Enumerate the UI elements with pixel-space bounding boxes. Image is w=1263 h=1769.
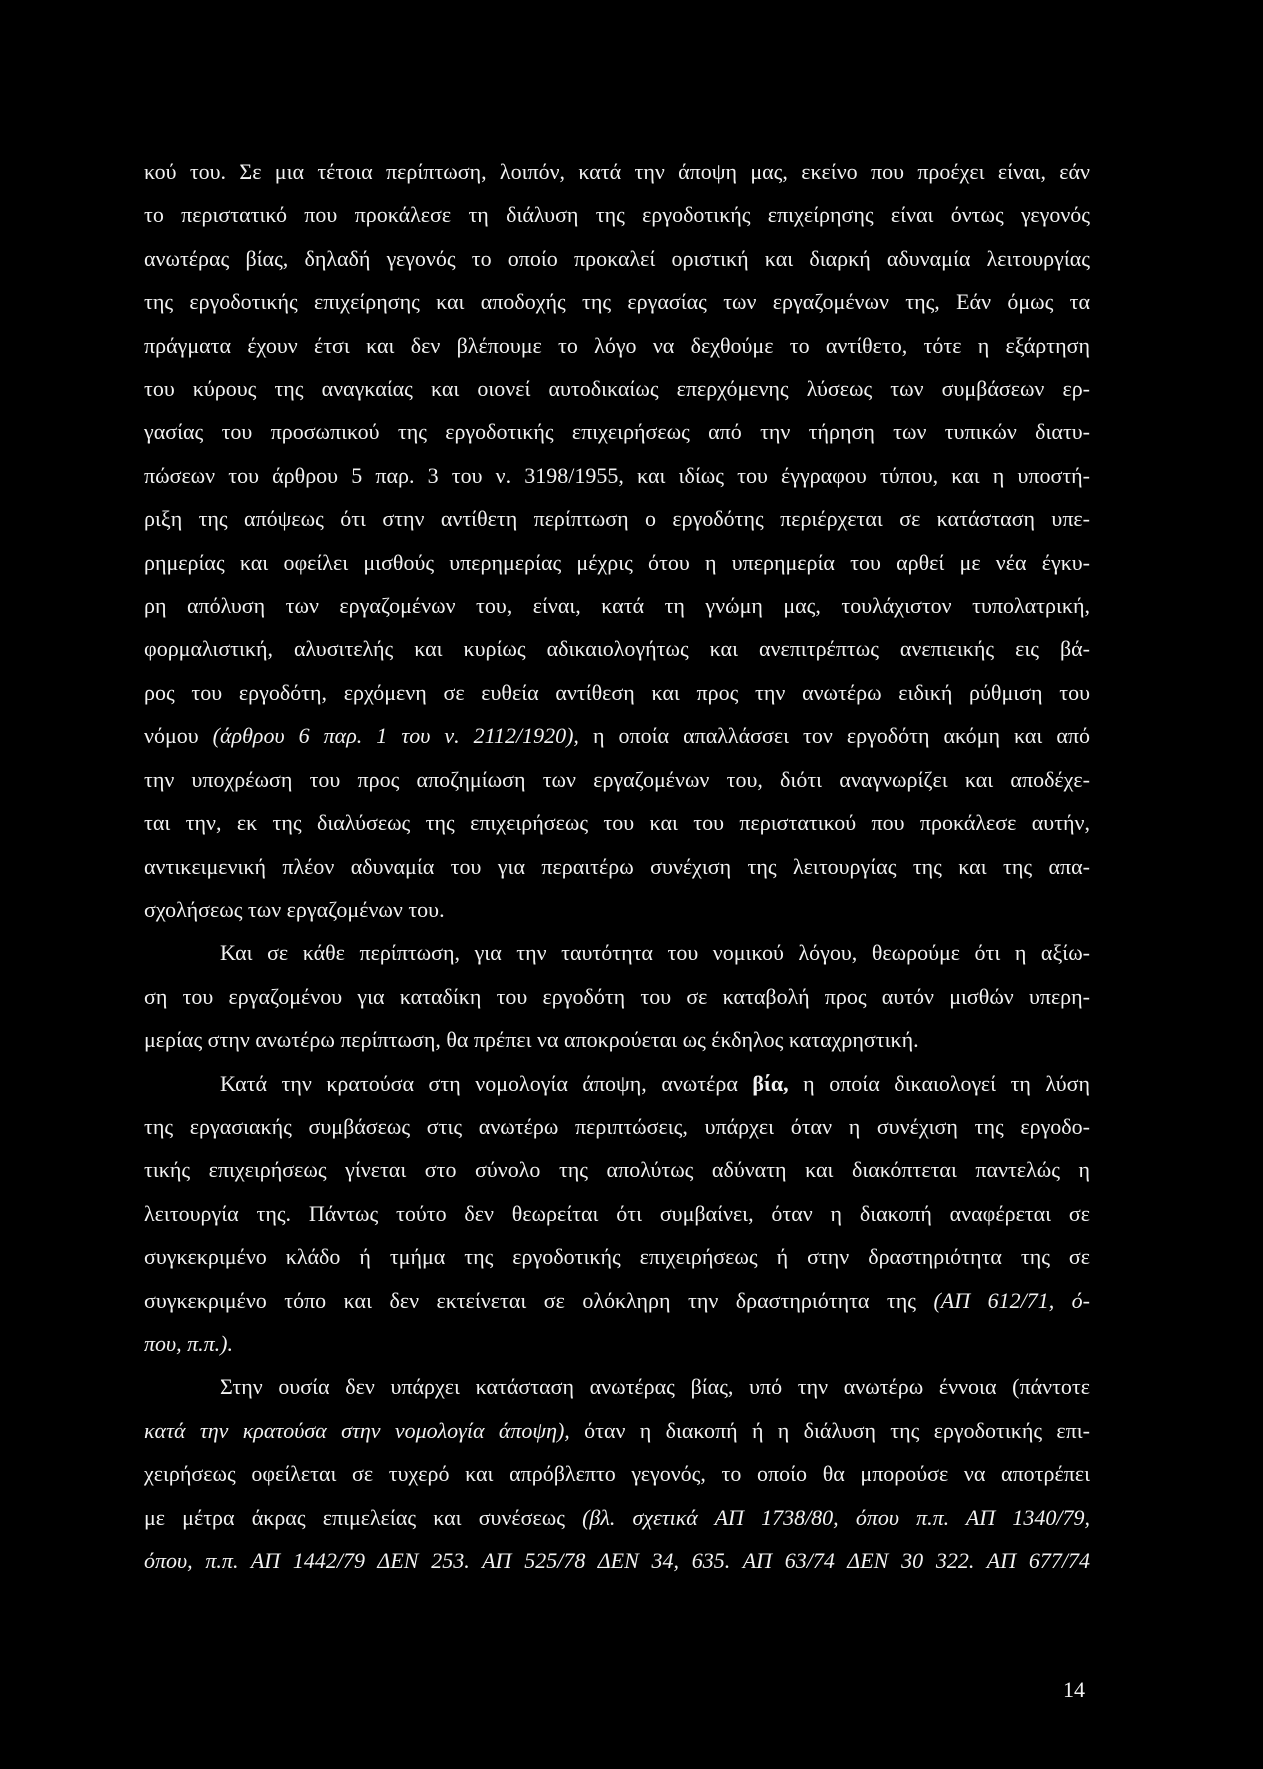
text-line xyxy=(144,1409,1090,1452)
text-line: πώσεων του άρθρου 5 παρ. 3 του ν. 3198/1955, και ιδίως του έγγραφου τύπου, και η υποστή- xyxy=(144,462,1090,488)
text-line xyxy=(144,1279,1090,1322)
italic-citation: (ΑΠ 612/71, ό- xyxy=(933,1287,1091,1313)
text-line: Και σε κάθε περίπτωση, για την ταυτότητα του νομικού λόγου, θεωρούμε ότι η αξίω- xyxy=(220,940,1090,966)
text-line: φορμαλιστική, αλυσιτελής και κυρίως αδικαιολογήτως και ανεπιτρέπτως ανεπιεικής εις βά- xyxy=(144,636,1090,662)
text-segment: Κατά την κρατούσα στη νομολογία άποψη, ανωτέρα xyxy=(220,1070,753,1096)
text-line: χειρήσεως οφείλεται σε τυχερό και απρόβλεπτο γεγονός, το οποίο θα μπορούσε να αποτρέπει xyxy=(144,1461,1090,1487)
text-line: μερίας στην ανωτέρω περίπτωση, θα πρέπει να αποκρούεται ως έκδηλος καταχρηστική. xyxy=(144,1027,919,1053)
text-line: που, π.π.). xyxy=(144,1330,233,1356)
bold-term: βία, xyxy=(752,1070,789,1096)
text-line: ρος του εργοδότη, ερχόμενη σε ευθεία αντίθεση και προς την ανωτέρω ειδική ρύθμιση του xyxy=(144,679,1090,705)
paragraph xyxy=(144,931,1090,1061)
text-line: ριξη της απόψεως ότι στην αντίθετη περίπτωση ο εργοδότης περιέρχεται σε κατάσταση υπε- xyxy=(144,506,1090,532)
text-line: κού του. Σε μια τέτοια περίπτωση, λοιπόν, κατά την άποψη μας, εκείνο που προέχει είναι, εάν xyxy=(144,159,1090,184)
paragraph xyxy=(144,1062,1090,1366)
text-line: ρημερίας και οφείλει μισθούς υπερημερίας μέχρις ότου η υπερημερία του αρθεί με νέα έγκυ- xyxy=(144,549,1090,575)
text-segment: νόμου xyxy=(144,723,213,749)
text-line: ανωτέρας βίας, δηλαδή γεγονός το οποίο προκαλεί οριστική και διαρκή αδυναμία λειτουργίας xyxy=(144,245,1090,271)
text-line: του κύρους της αναγκαίας και οιονεί αυτοδικαίως επερχόμενης λύσεως των συμβάσεων ερ- xyxy=(144,376,1090,402)
text-line: της εργασιακής συμβάσεως στις ανωτέρω περιπτώσεις, υπάρχει όταν η συνέχιση της εργοδο- xyxy=(144,1113,1090,1139)
text-line: αντικειμενική πλέον αδυναμία του για περαιτέρω συνέχιση της λειτουργίας της και της απα- xyxy=(144,853,1090,879)
paragraph xyxy=(144,150,1090,931)
paragraph xyxy=(144,1365,1090,1582)
text-line: ρη απόλυση των εργαζομένων του, είναι, κατά τη γνώμη μας, τουλάχιστον τυπολατρική, xyxy=(144,593,1090,619)
text-line: σχολήσεως των εργαζομένων του. xyxy=(144,896,445,922)
text-line xyxy=(144,714,1090,757)
text-line: όπου, π.π. ΑΠ 1442/79 ΔΕΝ 253. ΑΠ 525/78 ΔΕΝ 34, 635. ΑΠ 63/74 ΔΕΝ 30 322. ΑΠ 677/74 xyxy=(144,1548,1090,1573)
text-line: ση του εργαζομένου για καταδίκη του εργοδότη του σε καταβολή προς αυτόν μισθών υπερη- xyxy=(144,983,1090,1009)
italic-citation: (άρθρου 6 παρ. 1 του ν. 2112/1920), xyxy=(212,723,579,749)
text-column xyxy=(144,150,1090,1582)
text-line: ται την, εκ της διαλύσεως της επιχειρήσεως του και του περιστατικού που προκάλεσε αυτήν, xyxy=(144,810,1090,836)
text-line: πράγματα έχουν έτσι και δεν βλέπουμε το λόγο να δεχθούμε το αντίθετο, τότε η εξάρτηση xyxy=(144,332,1090,358)
italic-citation: κατά την κρατούσα στην νομολογία άποψη), xyxy=(144,1417,570,1443)
text-line: τικής επιχειρήσεως γίνεται στο σύνολο της απολύτως αδύνατη και διακόπτεται παντελώς η xyxy=(144,1157,1090,1183)
text-segment: συγκεκριμένο τόπο και δεν εκτείνεται σε ολόκληρη την δραστηριότητα της xyxy=(144,1287,934,1313)
text-line xyxy=(144,1062,1090,1105)
text-line: λειτουργία της. Πάντως τούτο δεν θεωρείται ότι συμβαίνει, όταν η διακοπή αναφέρεται σε xyxy=(144,1200,1090,1226)
text-line: το περιστατικό που προκάλεσε τη διάλυση της εργοδοτικής επιχείρησης είναι όντως γεγονός xyxy=(144,202,1090,228)
text-line: την υποχρέωση του προς αποζημίωση των εργαζομένων του, διότι αναγνωρίζει και αποδέχε- xyxy=(144,766,1090,792)
text-line: γασίας του προσωπικού της εργοδοτικής επιχειρήσεως από την τήρηση των τυπικών διατυ- xyxy=(144,419,1090,445)
text-line: της εργοδοτικής επιχείρησης και αποδοχής της εργασίας των εργαζομένων της, Εάν όμως τα xyxy=(144,289,1090,315)
text-segment: όταν η διακοπή ή η διάλυση της εργοδοτικής επι- xyxy=(569,1417,1090,1443)
page-number: 14 xyxy=(1063,1677,1085,1702)
text-line: Στην ουσία δεν υπάρχει κατάσταση ανωτέρας βίας, υπό την ανωτέρω έννοια (πάντοτε xyxy=(220,1374,1090,1400)
italic-citation: (βλ. σχετικά ΑΠ 1738/80, όπου π.π. ΑΠ 1340/79, xyxy=(582,1504,1090,1530)
text-segment: η οποία δικαιολογεί τη λύση xyxy=(788,1070,1090,1096)
text-segment: με μέτρα άκρας επιμελείας και συνέσεως xyxy=(144,1504,583,1530)
text-line: συγκεκριμένο κλάδο ή τμήμα της εργοδοτικής επιχειρήσεως ή στην δραστηριότητα της σε xyxy=(144,1244,1090,1270)
text-line xyxy=(144,1496,1090,1539)
text-segment: η οποία απαλλάσσει τον εργοδότη ακόμη και από xyxy=(578,723,1090,749)
